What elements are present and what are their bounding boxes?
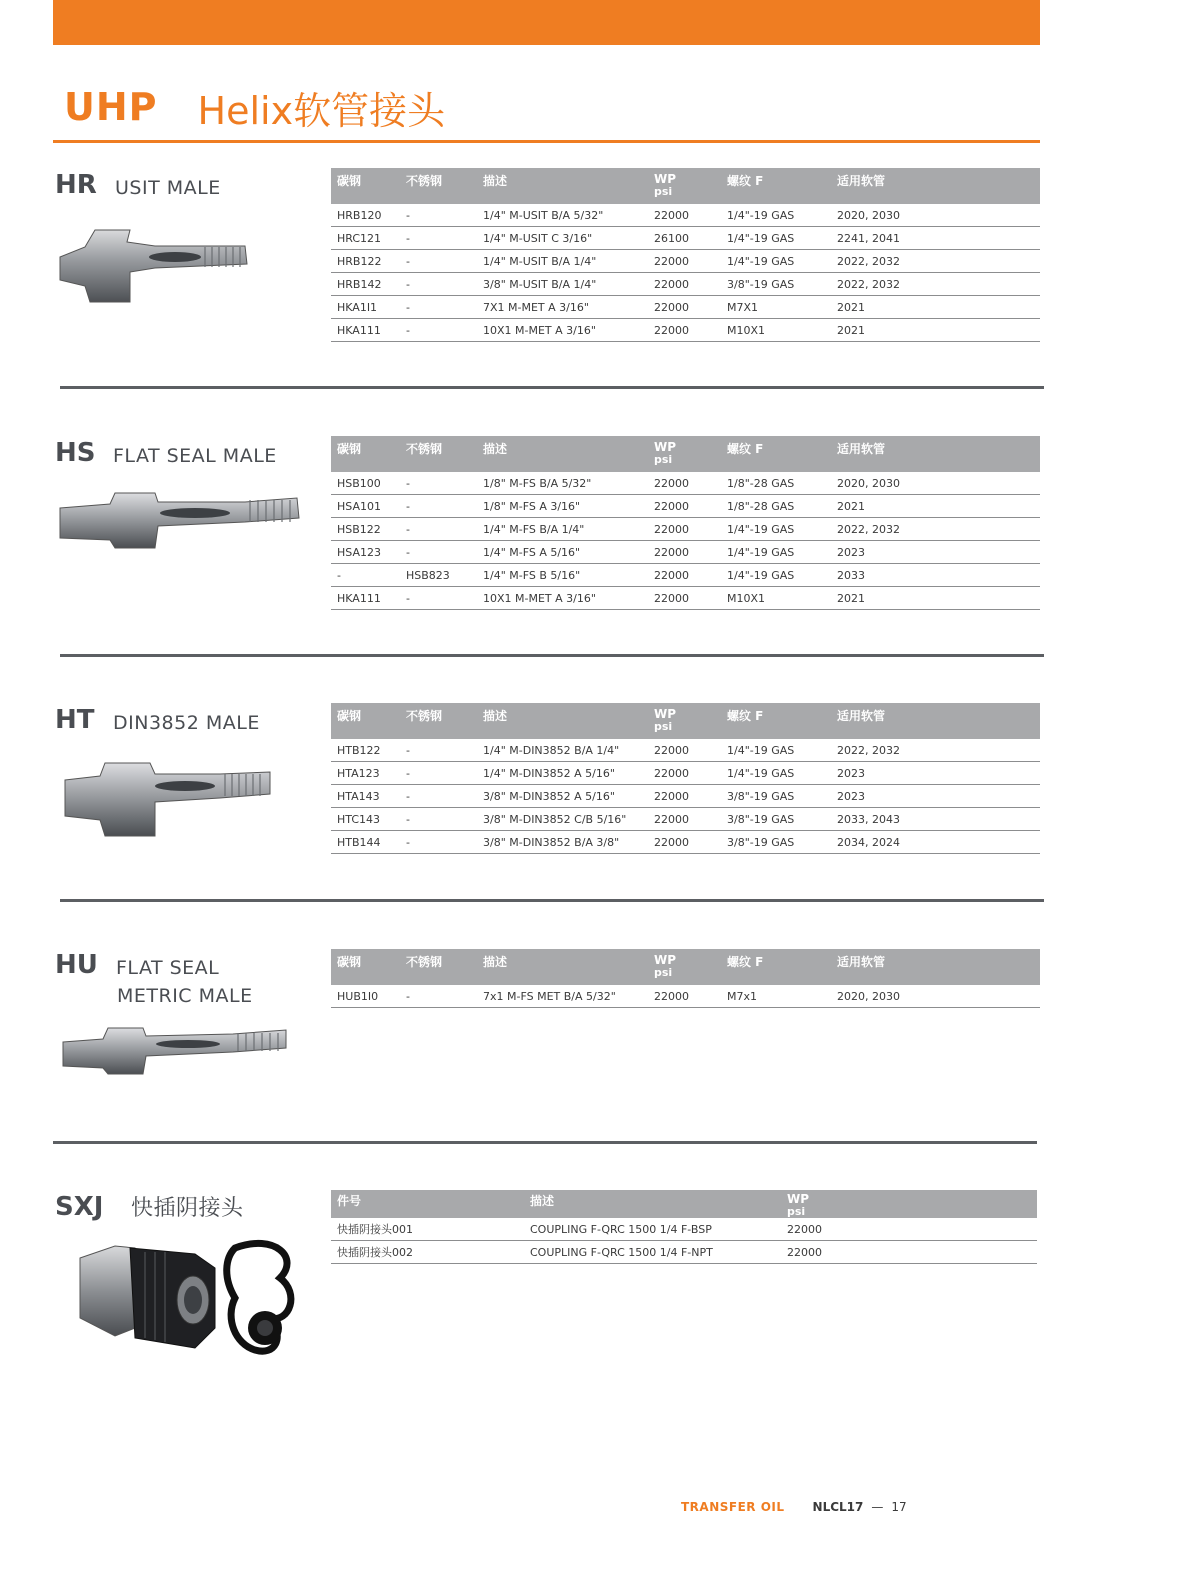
cell: HRB120	[331, 204, 400, 227]
section-divider	[60, 654, 1044, 657]
cell: HTB122	[331, 739, 400, 762]
cell: HTA123	[331, 762, 400, 785]
ht-spec-table	[331, 703, 1040, 854]
table-row	[331, 472, 1040, 495]
cell: HKA111	[331, 587, 400, 610]
cell: -	[400, 587, 477, 610]
cell: 22000	[648, 739, 721, 762]
cell: M7x1	[721, 985, 831, 1008]
cell: 1/4" M-DIN3852 B/A 1/4"	[477, 739, 648, 762]
wp-label: WP	[654, 440, 677, 454]
cell: -	[400, 273, 477, 296]
cell: 1/4"-19 GAS	[721, 564, 831, 587]
section-name-hs: FLAT SEAL MALE	[113, 445, 277, 467]
cell: 22000	[648, 587, 721, 610]
cell: -	[400, 808, 477, 831]
cell: HTC143	[331, 808, 400, 831]
cell: 1/4" M-USIT B/A 1/4"	[477, 250, 648, 273]
psi-label: psi	[654, 720, 673, 733]
cell: 22000	[648, 518, 721, 541]
table-header-row	[331, 168, 1040, 204]
cell: 2033	[831, 564, 1040, 587]
section-code-sxj: SXJ	[55, 1192, 104, 1222]
cell: 2022, 2032	[831, 739, 1040, 762]
cell: 22000	[648, 495, 721, 518]
cell: 22000	[648, 808, 721, 831]
cell: HUB1I0	[331, 985, 400, 1008]
col-header-description: 描述	[477, 949, 648, 985]
footer-label: TRANSFER OIL	[681, 1500, 785, 1514]
cell: -	[400, 785, 477, 808]
table-row	[331, 739, 1040, 762]
cell: 1/8"-28 GAS	[721, 495, 831, 518]
cell: 1/4"-19 GAS	[721, 250, 831, 273]
top-orange-bar	[53, 0, 1040, 45]
footer-dash: —	[871, 1500, 884, 1514]
cell: 26100	[648, 227, 721, 250]
cell: -	[400, 204, 477, 227]
section-code-ht: HT	[55, 705, 95, 735]
table-row	[331, 1241, 1037, 1264]
cell: 快插阴接头002	[331, 1241, 524, 1264]
cell: 3/8" M-DIN3852 B/A 3/8"	[477, 831, 648, 854]
cell: 1/8"-28 GAS	[721, 472, 831, 495]
col-header-thread: 螺纹 F	[721, 168, 831, 204]
cell: 22000	[648, 319, 721, 342]
table-row	[331, 762, 1040, 785]
col-header-carbon-steel: 碳钢	[331, 949, 400, 985]
cell: HTA143	[331, 785, 400, 808]
cell: COUPLING F-QRC 1500 1/4 F-NPT	[524, 1241, 781, 1264]
cell: HSB823	[400, 564, 477, 587]
cell: 3/8" M-USIT B/A 1/4"	[477, 273, 648, 296]
col-header-thread: 螺纹 F	[721, 949, 831, 985]
cell: 3/8"-19 GAS	[721, 808, 831, 831]
section-name-sxj: 快插阴接头	[131, 1196, 244, 1221]
table-header-row	[331, 436, 1040, 472]
cell: -	[400, 227, 477, 250]
cell: 2021	[831, 587, 1040, 610]
cell: 22000	[648, 564, 721, 587]
cell: HSB100	[331, 472, 400, 495]
cell: 2020, 2030	[831, 472, 1040, 495]
cell: 1/4" M-USIT B/A 5/32"	[477, 204, 648, 227]
col-header-description: 描述	[477, 436, 648, 472]
table-header-row	[331, 1190, 1037, 1218]
cell: -	[331, 564, 400, 587]
sxj-coupling-image	[75, 1238, 300, 1358]
table-row	[331, 273, 1040, 296]
section-code-hu: HU	[55, 950, 98, 980]
cell: 1/4" M-DIN3852 A 5/16"	[477, 762, 648, 785]
cell: 2033, 2043	[831, 808, 1040, 831]
hs-fitting-image	[55, 488, 305, 558]
title-text: Helix软管接头	[197, 88, 446, 133]
col-header-thread: 螺纹 F	[721, 703, 831, 739]
cell: 22000	[648, 472, 721, 495]
hs-spec-table	[331, 436, 1040, 610]
cell: -	[400, 831, 477, 854]
page-title	[64, 82, 445, 132]
cell: 2020, 2030	[831, 204, 1040, 227]
cell: 1/4" M-FS A 5/16"	[477, 541, 648, 564]
col-header-stainless: 不锈钢	[400, 436, 477, 472]
wp-label: WP	[654, 953, 677, 967]
col-header-carbon-steel: 碳钢	[331, 436, 400, 472]
cell: 2021	[831, 319, 1040, 342]
cell: 22000	[648, 273, 721, 296]
table-row	[331, 785, 1040, 808]
col-header-hose: 适用软管	[831, 703, 1040, 739]
cell: HKA111	[331, 319, 400, 342]
cell: 快插阴接头001	[331, 1218, 524, 1241]
cell: HKA1I1	[331, 296, 400, 319]
cell: M10X1	[721, 587, 831, 610]
cell: -	[400, 472, 477, 495]
cell: 3/8" M-DIN3852 C/B 5/16"	[477, 808, 648, 831]
page-footer	[681, 1500, 907, 1514]
psi-label: psi	[787, 1205, 806, 1218]
col-header-wp	[648, 949, 721, 985]
col-header-part-number: 件号	[331, 1190, 524, 1218]
col-header-description: 描述	[524, 1190, 781, 1218]
hr-spec-table	[331, 168, 1040, 342]
col-header-stainless: 不锈钢	[400, 168, 477, 204]
cell: 22000	[648, 541, 721, 564]
cell: 1/4" M-FS B/A 1/4"	[477, 518, 648, 541]
section-code-hr: HR	[55, 170, 97, 200]
ht-fitting-image	[60, 758, 275, 843]
section-divider	[60, 899, 1044, 902]
footer-catalog: NLCL17	[812, 1500, 864, 1514]
section-name-hr: USIT MALE	[115, 177, 221, 199]
wp-label: WP	[654, 707, 677, 721]
cell: 1/4" M-FS B 5/16"	[477, 564, 648, 587]
wp-label: WP	[654, 172, 677, 186]
col-header-carbon-steel: 碳钢	[331, 168, 400, 204]
cell: -	[400, 296, 477, 319]
table-row	[331, 495, 1040, 518]
table-row	[331, 587, 1040, 610]
cell: -	[400, 518, 477, 541]
table-row	[331, 985, 1040, 1008]
cell: 22000	[648, 785, 721, 808]
cell: HRB142	[331, 273, 400, 296]
cell: 1/4"-19 GAS	[721, 762, 831, 785]
cell: 7X1 M-MET A 3/16"	[477, 296, 648, 319]
col-header-hose: 适用软管	[831, 949, 1040, 985]
table-row	[331, 541, 1040, 564]
col-header-wp	[648, 168, 721, 204]
cell: 2021	[831, 495, 1040, 518]
cell: 3/8"-19 GAS	[721, 273, 831, 296]
cell: -	[400, 985, 477, 1008]
table-row	[331, 808, 1040, 831]
cell: HSA123	[331, 541, 400, 564]
cell: 10X1 M-MET A 3/16"	[477, 319, 648, 342]
col-header-wp	[648, 436, 721, 472]
psi-label: psi	[654, 966, 673, 979]
cell: 1/8" M-FS B/A 5/32"	[477, 472, 648, 495]
cell: 22000	[648, 204, 721, 227]
cell: -	[400, 319, 477, 342]
col-header-wp	[781, 1190, 1037, 1218]
col-header-hose: 适用软管	[831, 168, 1040, 204]
cell: HSB122	[331, 518, 400, 541]
cell: 22000	[781, 1218, 1037, 1241]
cell: 1/4"-19 GAS	[721, 541, 831, 564]
cell: 2021	[831, 296, 1040, 319]
cell: 10X1 M-MET A 3/16"	[477, 587, 648, 610]
cell: 2241, 2041	[831, 227, 1040, 250]
cell: 3/8" M-DIN3852 A 5/16"	[477, 785, 648, 808]
cell: 3/8"-19 GAS	[721, 785, 831, 808]
cell: 2034, 2024	[831, 831, 1040, 854]
cell: 3/8"-19 GAS	[721, 831, 831, 854]
cell: -	[400, 762, 477, 785]
table-row	[331, 319, 1040, 342]
table-row	[331, 1218, 1037, 1241]
section-name-hu-line1: FLAT SEAL	[116, 957, 220, 979]
cell: 1/4"-19 GAS	[721, 739, 831, 762]
wp-label: WP	[787, 1192, 810, 1206]
section-name-hu-line2: METRIC MALE	[117, 985, 253, 1007]
cell: -	[400, 250, 477, 273]
cell: 2022, 2032	[831, 250, 1040, 273]
col-header-carbon-steel: 碳钢	[331, 703, 400, 739]
hu-fitting-image	[58, 1022, 290, 1082]
cell: M7X1	[721, 296, 831, 319]
cell: 22000	[648, 250, 721, 273]
cell: HTB144	[331, 831, 400, 854]
col-header-thread: 螺纹 F	[721, 436, 831, 472]
cell: 2023	[831, 785, 1040, 808]
cell: 2023	[831, 762, 1040, 785]
cell: -	[400, 495, 477, 518]
cell: 2022, 2032	[831, 518, 1040, 541]
col-header-wp	[648, 703, 721, 739]
cell: 1/4"-19 GAS	[721, 227, 831, 250]
cell: -	[400, 541, 477, 564]
cell: 22000	[648, 985, 721, 1008]
section-code-hs: HS	[55, 438, 96, 468]
table-header-row	[331, 949, 1040, 985]
section-divider	[53, 1141, 1037, 1144]
psi-label: psi	[654, 185, 673, 198]
cell: HRC121	[331, 227, 400, 250]
page-number: 17	[891, 1500, 907, 1514]
section-divider	[60, 386, 1044, 389]
section-name-ht: DIN3852 MALE	[113, 712, 260, 734]
col-header-description: 描述	[477, 703, 648, 739]
cell: 2023	[831, 541, 1040, 564]
brand-label: UHP	[64, 85, 158, 129]
cell: 1/4"-19 GAS	[721, 204, 831, 227]
table-header-row	[331, 703, 1040, 739]
cell: HSA101	[331, 495, 400, 518]
cell: COUPLING F-QRC 1500 1/4 F-BSP	[524, 1218, 781, 1241]
col-header-stainless: 不锈钢	[400, 703, 477, 739]
cell: 2020, 2030	[831, 985, 1040, 1008]
title-rule	[53, 140, 1040, 143]
sxj-spec-table	[331, 1190, 1037, 1264]
cell: 2022, 2032	[831, 273, 1040, 296]
cell: 22000	[781, 1241, 1037, 1264]
table-row	[331, 564, 1040, 587]
cell: M10X1	[721, 319, 831, 342]
cell: 1/4"-19 GAS	[721, 518, 831, 541]
table-row	[331, 227, 1040, 250]
hu-spec-table	[331, 949, 1040, 1008]
col-header-stainless: 不锈钢	[400, 949, 477, 985]
cell: 1/4" M-USIT C 3/16"	[477, 227, 648, 250]
table-row	[331, 204, 1040, 227]
col-header-hose: 适用软管	[831, 436, 1040, 472]
cell: 22000	[648, 296, 721, 319]
col-header-description: 描述	[477, 168, 648, 204]
cell: HRB122	[331, 250, 400, 273]
cell: -	[400, 739, 477, 762]
table-row	[331, 250, 1040, 273]
table-row	[331, 518, 1040, 541]
table-row	[331, 831, 1040, 854]
table-row	[331, 296, 1040, 319]
cell: 1/8" M-FS A 3/16"	[477, 495, 648, 518]
cell: 22000	[648, 831, 721, 854]
cell: 7x1 M-FS MET B/A 5/32"	[477, 985, 648, 1008]
cell: 22000	[648, 762, 721, 785]
psi-label: psi	[654, 453, 673, 466]
hr-fitting-image	[55, 222, 255, 307]
